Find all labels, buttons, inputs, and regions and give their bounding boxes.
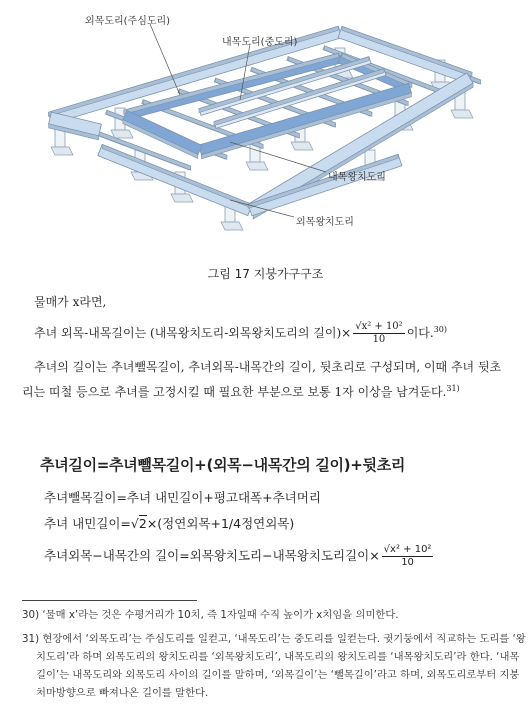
body-line-2: 추녀 외목-내목길이는 (내목왕치도리-외목왕치도리의 길이)× $\frac{\text{√x² + 10²}}{10}$ 이다.$^{30)}$ [34,321,447,345]
post-3-base [171,194,193,202]
label-inner-wang-purlin: 내목왕치도리 [328,172,386,183]
post-7-base [451,110,473,118]
label-inner-purlin: 내목도리(중도리) [222,37,298,48]
sqrt-fraction: $\frac{\text{√x² + 10²}}{10}$ [355,321,403,345]
formula-inner-outer-length: 추녀외목−내목간의 길이=외목왕치도리−내목왕치도리길이× $\frac{\text{√x² + 10²}}{10}$ [44,544,432,568]
formula-rafter-length: 추녀길이=추녀뺄목길이+(외목−내목간의 길이)+뒷초리 [40,456,406,474]
footnote-ref-30: 30) [433,325,447,334]
post-1-base [51,147,73,155]
formula-sqrt-fraction: $\frac{\text{√x² + 10²}}{10}$ [383,544,432,568]
footnote-divider [22,600,197,601]
footnote-31: 31) 현장에서 ‘외목도리’는 주심도리를 일컫고, ‘내목도리’는 중도리를 일컫는다. 귓기둥에서 직교하는 도리를 ‘왕치도리’라 하며 외목도리의 왕치도리를 ‘외목왕치도리’, 내목도리의 왕치도리를 ‘내목왕치도리’라 한다. ‘내목길이’는 내목도리와 외목도리 사이의 길이를 말하며, ‘외목길이’는 ‘뺄목길이’라고 하며, 외목도리로부터 지붕처마방향으로 빠져나온 길이를 말한다. [22,633,526,699]
post-10-base [221,222,243,230]
post-2-base [111,130,133,138]
figure-caption: 그림 17 지붕가구구조 [207,267,324,281]
roof-structure-figure [40,0,490,255]
formula-rafter-overhang: 추녀뺄목길이=추녀 내민길이+평고대폭+추녀머리 [44,490,321,505]
post-4-base [246,162,268,170]
body-line-1: 물매가 x라면, [34,295,107,309]
footnote-30: 30) ‘물매 x’라는 것은 수평거리가 10치, 즉 1자일때 수직 높이가 x치임을 의미한다. [22,609,399,621]
body-paragraph-2: 추녀의 길이는 추녀뺄목길이, 추녀외목-내목간의 길이, 뒷초리로 구성되며, 이때 추녀 뒷초리는 띠철 등으로 추녀를 고정시킬 때 필요한 부분으로 보통 1자 이상을 남겨둔다.$^{31)}$ [22,360,502,399]
footnote-ref-31: 31) [446,384,460,393]
label-outer-wang-purlin: 외목왕치도리 [296,217,354,228]
label-outer-purlin: 외목도리(주심도리) [85,16,171,27]
formula-rafter-projection: 추녀 내민길이=√2×(정연외목+1/4정연외목) [44,516,295,531]
post-8-base [291,142,313,150]
